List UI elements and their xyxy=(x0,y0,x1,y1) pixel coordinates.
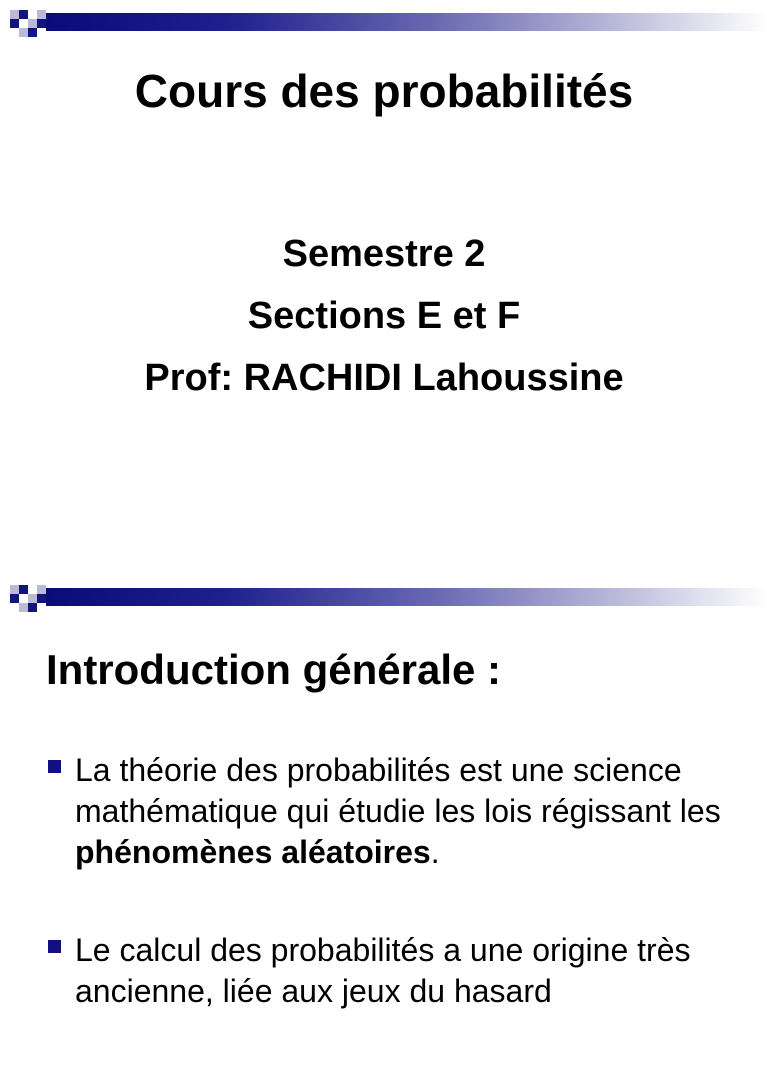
decor-square xyxy=(10,10,19,19)
decor-square xyxy=(10,585,19,594)
bullet-text-plain: Le calcul des probabilités a une origine très ancienne, liée aux jeux du hasard xyxy=(75,932,691,1009)
bullet-text-tail: . xyxy=(430,834,440,870)
square-bullet-icon xyxy=(48,760,61,773)
decor-square xyxy=(10,594,19,603)
bullet-text xyxy=(75,932,690,1009)
decor-square xyxy=(28,594,37,603)
decor-square xyxy=(10,19,19,28)
decor-square xyxy=(37,585,46,594)
bullet-text-bold: phénomènes aléatoires xyxy=(75,834,431,870)
gradient-bar xyxy=(46,588,768,606)
bullet-item xyxy=(46,930,736,1012)
gradient-bar xyxy=(46,13,768,31)
header-decoration xyxy=(0,585,768,611)
subtitle-semester: Semestre 2 xyxy=(282,233,486,275)
header-decoration xyxy=(0,10,768,36)
decor-square xyxy=(37,19,46,28)
bullet-item xyxy=(46,750,736,873)
subtitle-professor: Prof: RACHIDI Lahoussine xyxy=(144,357,624,399)
decor-square xyxy=(37,10,46,19)
bullet-text-plain: La théorie des probabilités est une science mathématique qui étudie les lois régissant les xyxy=(75,752,721,829)
decor-square xyxy=(19,585,28,594)
decor-square xyxy=(28,603,37,612)
subtitle-sections: Sections E et F xyxy=(247,295,521,337)
bullet-text xyxy=(75,752,721,870)
subtitle-block xyxy=(0,228,768,414)
decor-square xyxy=(19,10,28,19)
square-bullet-icon xyxy=(48,940,61,953)
slide-title: Cours des probabilités xyxy=(134,65,634,117)
decor-square xyxy=(28,28,37,37)
intro-slide xyxy=(0,575,768,1024)
section-heading: Introduction générale : xyxy=(46,646,502,693)
decor-square xyxy=(19,28,28,37)
decor-square xyxy=(37,594,46,603)
decor-square xyxy=(28,19,37,28)
decor-square xyxy=(19,603,28,612)
bullet-list xyxy=(46,750,736,1069)
